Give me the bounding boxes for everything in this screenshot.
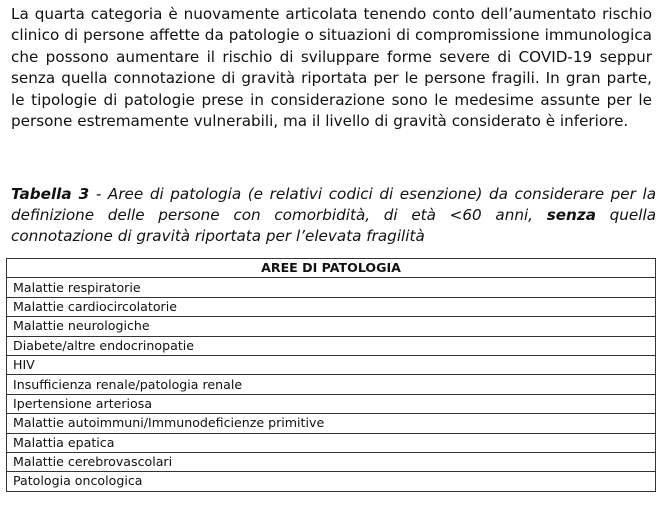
table-cell: HIV (7, 355, 656, 374)
table-row (7, 317, 656, 336)
table-caption-lead: Tabella 3 (11, 185, 90, 203)
table-caption-text-1: - Aree di patologia (e relativi codici di esenzione) da considerare per la definizione delle persone con comorbidità, di età <60 anni, (11, 185, 656, 225)
table-row (7, 278, 656, 297)
table-row (7, 433, 656, 452)
table-header-row (7, 259, 656, 278)
table-caption-emphasis: senza (546, 206, 596, 225)
table-row (7, 336, 656, 355)
table-cell: Patologia oncologica (7, 472, 656, 491)
table-caption (11, 184, 656, 248)
table-cell: Malattie autoimmuni/Immunodeficienze primitive (7, 414, 656, 433)
table-cell: Insufficienza renale/patologia renale (7, 375, 656, 394)
pathology-areas-table (6, 258, 656, 492)
table-cell: Malattie cardiocircolatorie (7, 297, 656, 316)
table-row (7, 414, 656, 433)
table-cell: Malattie neurologiche (7, 317, 656, 336)
table-cell: Malattia epatica (7, 433, 656, 452)
table-cell: Malattie respiratorie (7, 278, 656, 297)
table-row (7, 472, 656, 491)
table-row (7, 355, 656, 374)
table-caption-text-2: quella connotazione di gravità riportata per l’elevata fragilità (11, 206, 657, 246)
body-paragraph: La quarta categoria è nuovamente articolata tenendo conto dell’aumentato rischio clinico di persone affette da patologie o situazioni di compromissione immunologica che possono aumentare il rischio di sviluppare forme severe di COVID-19 seppur senza quella connotazione di gravità riportata per le persone fragili. In gran parte, le tipologie di patologie prese in considerazione sono le medesime assunte per le persone estremamente vulnerabili, ma il livello di gravità considerato è inferiore. (11, 5, 652, 131)
table-row (7, 394, 656, 413)
table-cell: Ipertensione arteriosa (7, 394, 656, 413)
table-cell: Malattie cerebrovascolari (7, 452, 656, 471)
table-row (7, 452, 656, 471)
table-row (7, 297, 656, 316)
table-row (7, 375, 656, 394)
table-header-cell: AREE DI PATOLOGIA (7, 259, 656, 278)
table-cell: Diabete/altre endocrinopatie (7, 336, 656, 355)
